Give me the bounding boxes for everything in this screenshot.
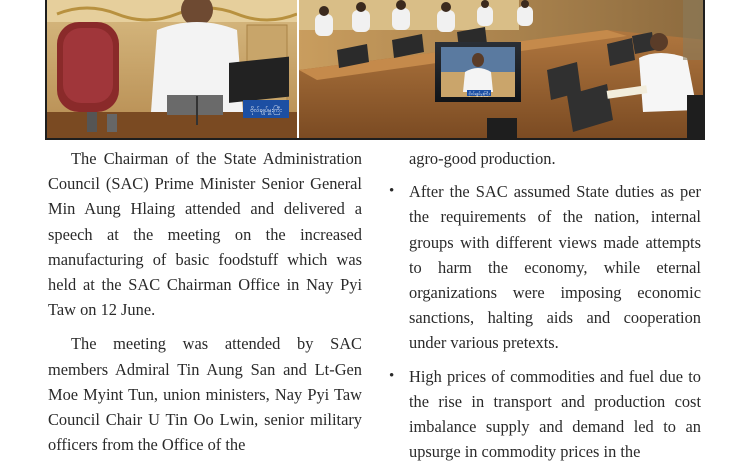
right-text-column [389, 146, 701, 472]
bullet-item [389, 364, 701, 465]
bullet-text: After the SAC assumed State duties as per the requirements of the nation, internal groups with different views made attempts to harm the economy, while eternal organizations were imposing economic sanctions, halting aids and cooperation under various pretexts. [409, 182, 701, 353]
center-nameplate-text: ဗိုလ်ချုပ်မှူးကြီး [468, 91, 490, 96]
left-text-column [48, 146, 362, 466]
meeting-photo [45, 0, 705, 140]
left-nameplate-text: ဗိုလ်ချုပ်မှူးကြီး [250, 107, 282, 114]
right-photo-panel [299, 0, 705, 140]
bullet-icon: • [389, 183, 395, 200]
bullet-icon: • [389, 367, 395, 384]
continued-line: agro-good production. [409, 149, 556, 168]
bullet-list [389, 179, 701, 464]
bullet-text: High prices of commodities and fuel due to the rise in transport and production cost imbalance supply and demand led to an upsurge in commodity prices in the [409, 366, 701, 462]
article-paragraph: The meeting was attended by SAC members Admiral Tin Aung San and Lt-Gen Moe Myint Tun, union ministers, Nay Pyi Taw Council Chair U Tin Oo Lwin, senior military officers from the Office of the [48, 334, 362, 455]
bullet-item [389, 179, 701, 355]
left-photo-panel [47, 0, 297, 140]
article-paragraph: The Chairman of the State Administration Council (SAC) Prime Minister Senior General Min Aung Hlaing attended and delivered a speech at the meeting on the increased manufacturing of basic foodstuff which was held at the SAC Chairman Office in Nay Pyi Taw on 12 June. [48, 149, 362, 320]
meeting-photo-illustration [47, 0, 705, 140]
